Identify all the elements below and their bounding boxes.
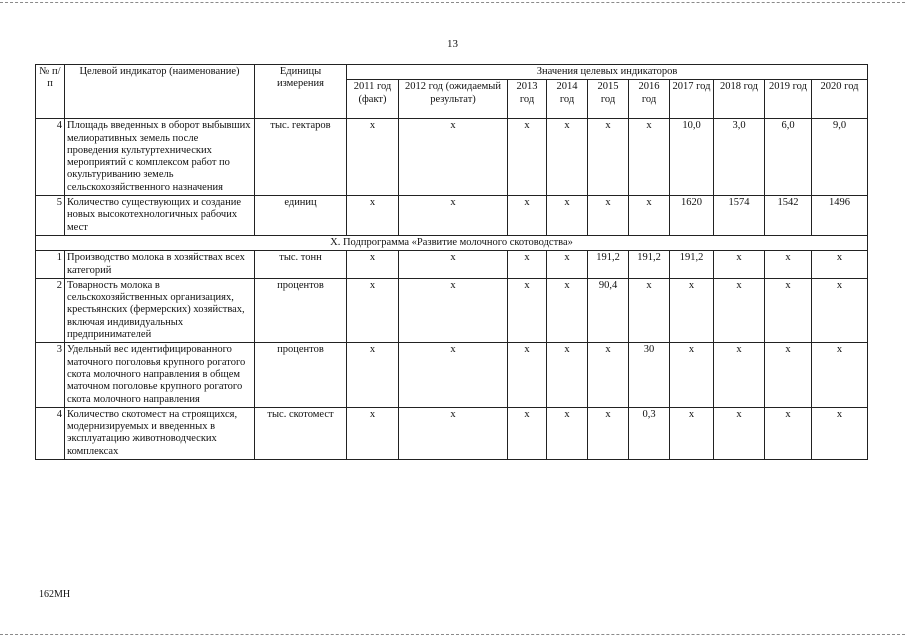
table-row [36, 119, 868, 196]
row-value: х [508, 196, 547, 236]
row-indicator-name: Производство молока в хозяйствах всех категорий [65, 251, 255, 279]
row-value: х [588, 119, 629, 196]
row-unit: процентов [255, 278, 347, 342]
header-year: 2019 год [765, 80, 812, 119]
header-year: 2013 год [508, 80, 547, 119]
scan-edge-top [0, 2, 905, 3]
row-num: 1 [36, 251, 65, 279]
row-value: х [547, 343, 588, 407]
row-value: х [588, 196, 629, 236]
header-year: 2012 год (ожидаемый результат) [399, 80, 508, 119]
row-value: х [399, 278, 508, 342]
row-value: х [714, 407, 765, 459]
header-year: 2014 год [547, 80, 588, 119]
row-value: х [629, 119, 670, 196]
header-year: 2018 год [714, 80, 765, 119]
row-value: 3,0 [714, 119, 765, 196]
row-num: 4 [36, 119, 65, 196]
table-row [36, 407, 868, 459]
row-value: 30 [629, 343, 670, 407]
header-num: № п/п [36, 65, 65, 119]
row-indicator-name: Количество скотомест на строящихся, модернизируемых и введенных в эксплуатацию животноводческих комплексах [65, 407, 255, 459]
row-value: х [812, 251, 868, 279]
row-value: 1542 [765, 196, 812, 236]
row-value: х [547, 119, 588, 196]
row-unit: тыс. гектаров [255, 119, 347, 196]
header-units: Единицы измерения [255, 65, 347, 119]
page-number: 13 [447, 38, 458, 50]
row-value: х [547, 251, 588, 279]
row-value: 191,2 [629, 251, 670, 279]
row-value: х [347, 407, 399, 459]
row-value: х [547, 407, 588, 459]
row-value: х [765, 343, 812, 407]
row-value: х [588, 407, 629, 459]
row-value: 1620 [670, 196, 714, 236]
document-code: 162МН [39, 589, 71, 600]
row-value: х [670, 278, 714, 342]
row-value: х [588, 343, 629, 407]
row-value: х [812, 407, 868, 459]
row-value: 10,0 [670, 119, 714, 196]
table-row [36, 196, 868, 236]
section-title: X. Подпрограмма «Развитие молочного скотоводства» [36, 235, 868, 250]
row-indicator-name: Товарность молока в сельскохозяйственных организациях, крестьянских (фермерских) хозяйствах, включая индивидуальных предпринимателей [65, 278, 255, 342]
row-unit: единиц [255, 196, 347, 236]
row-value: х [812, 343, 868, 407]
row-value: х [508, 251, 547, 279]
row-value: х [347, 196, 399, 236]
row-value: 1496 [812, 196, 868, 236]
row-value: х [670, 343, 714, 407]
row-num: 3 [36, 343, 65, 407]
row-unit: тыс. скотомест [255, 407, 347, 459]
row-value: 191,2 [670, 251, 714, 279]
row-value: х [399, 119, 508, 196]
row-value: х [347, 251, 399, 279]
row-value: х [765, 251, 812, 279]
row-value: х [547, 278, 588, 342]
row-indicator-name: Количество существующих и создание новых высокотехнологичных рабочих мест [65, 196, 255, 236]
row-value: х [714, 251, 765, 279]
row-unit: процентов [255, 343, 347, 407]
header-year: 2017 год [670, 80, 714, 119]
row-value: х [508, 278, 547, 342]
row-value: х [765, 278, 812, 342]
row-value: х [714, 343, 765, 407]
row-value: 9,0 [812, 119, 868, 196]
row-value: х [629, 196, 670, 236]
row-value: х [347, 343, 399, 407]
row-value: х [399, 407, 508, 459]
header-year: 2020 год [812, 80, 868, 119]
row-value: х [714, 278, 765, 342]
row-value: 191,2 [588, 251, 629, 279]
row-value: х [399, 343, 508, 407]
row-value: х [508, 119, 547, 196]
row-value: х [347, 119, 399, 196]
row-num: 5 [36, 196, 65, 236]
row-value: х [399, 196, 508, 236]
header-row-1 [36, 65, 868, 80]
row-value: х [812, 278, 868, 342]
row-value: х [670, 407, 714, 459]
table-row [36, 251, 868, 279]
table-row [36, 343, 868, 407]
row-value: х [508, 407, 547, 459]
header-year: 2015 год [588, 80, 629, 119]
row-value: х [629, 278, 670, 342]
row-indicator-name: Площадь введенных в оборот выбывших мелиоративных земель после проведения культуртехнических мероприятий с комплексом работ по окультуриванию земель сельскохозяйственного назначения [65, 119, 255, 196]
row-value: 0,3 [629, 407, 670, 459]
row-unit: тыс. тонн [255, 251, 347, 279]
table-row [36, 278, 868, 342]
row-indicator-name: Удельный вес идентифицированного маточного поголовья крупного рогатого скота молочного направления в общем маточном поголовье крупного рогатого скота молочного направления [65, 343, 255, 407]
row-value: 1574 [714, 196, 765, 236]
row-value: 6,0 [765, 119, 812, 196]
header-year: 2011 год (факт) [347, 80, 399, 119]
row-value: х [399, 251, 508, 279]
row-value: х [508, 343, 547, 407]
row-num: 4 [36, 407, 65, 459]
indicators-table [35, 64, 868, 460]
row-value: х [765, 407, 812, 459]
row-value: х [347, 278, 399, 342]
row-value: 90,4 [588, 278, 629, 342]
scan-edge-bottom [0, 634, 905, 635]
row-num: 2 [36, 278, 65, 342]
header-year: 2016 год [629, 80, 670, 119]
section-row [36, 235, 868, 250]
header-indicator: Целевой индикатор (наименование) [65, 65, 255, 119]
row-value: х [547, 196, 588, 236]
header-values-group: Значения целевых индикаторов [347, 65, 868, 80]
